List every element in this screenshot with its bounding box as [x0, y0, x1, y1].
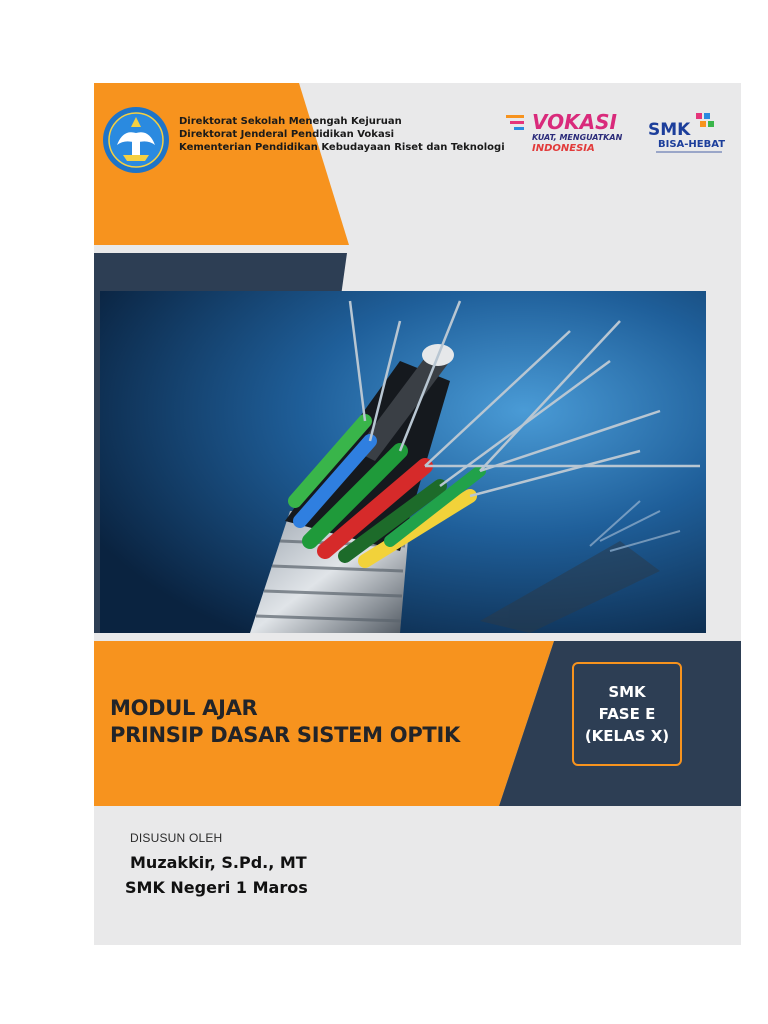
- smk-bisa-hebat-logo: [644, 109, 734, 159]
- vokasi-logo-tagline: KUAT, MENGUATKAN: [532, 133, 623, 142]
- vokasi-logo-word: VOKASI: [532, 110, 617, 134]
- cover-page: [94, 83, 741, 945]
- header-line-ministry: Kementerian Pendidikan Kebudayaan Riset dan Teknologi: [179, 142, 505, 153]
- phase-class: (KELAS X): [584, 727, 670, 745]
- fiber-optic-cable-photo: [100, 291, 706, 633]
- tut-wuri-handayani-seal-icon: [101, 105, 171, 175]
- module-title: [110, 695, 550, 749]
- module-title-line-2: PRINSIP DASAR SISTEM OPTIK: [110, 723, 460, 747]
- header-line-directorate-smk: Direktorat Sekolah Menengah Kejuruan: [179, 116, 402, 127]
- header-line-directorate-vocational: Direktorat Jenderal Pendidikan Vokasi: [179, 129, 395, 140]
- smk-logo-tagline: BISA-HEBAT: [658, 139, 726, 150]
- smk-logo-word: SMK: [648, 120, 691, 140]
- author-name: Muzakkir, S.Pd., MT: [130, 853, 307, 872]
- vokasi-logo: [506, 107, 632, 159]
- author-school: SMK Negeri 1 Maros: [125, 878, 308, 897]
- module-title-line-1: MODUL AJAR: [110, 696, 258, 720]
- phase-name: FASE E: [598, 705, 656, 723]
- header-agency-block: [179, 115, 509, 154]
- phase-box: [572, 662, 682, 766]
- prepared-by-label: DISUSUN OLEH: [130, 831, 223, 845]
- phase-level: SMK: [608, 683, 646, 701]
- vokasi-logo-country: INDONESIA: [532, 143, 595, 154]
